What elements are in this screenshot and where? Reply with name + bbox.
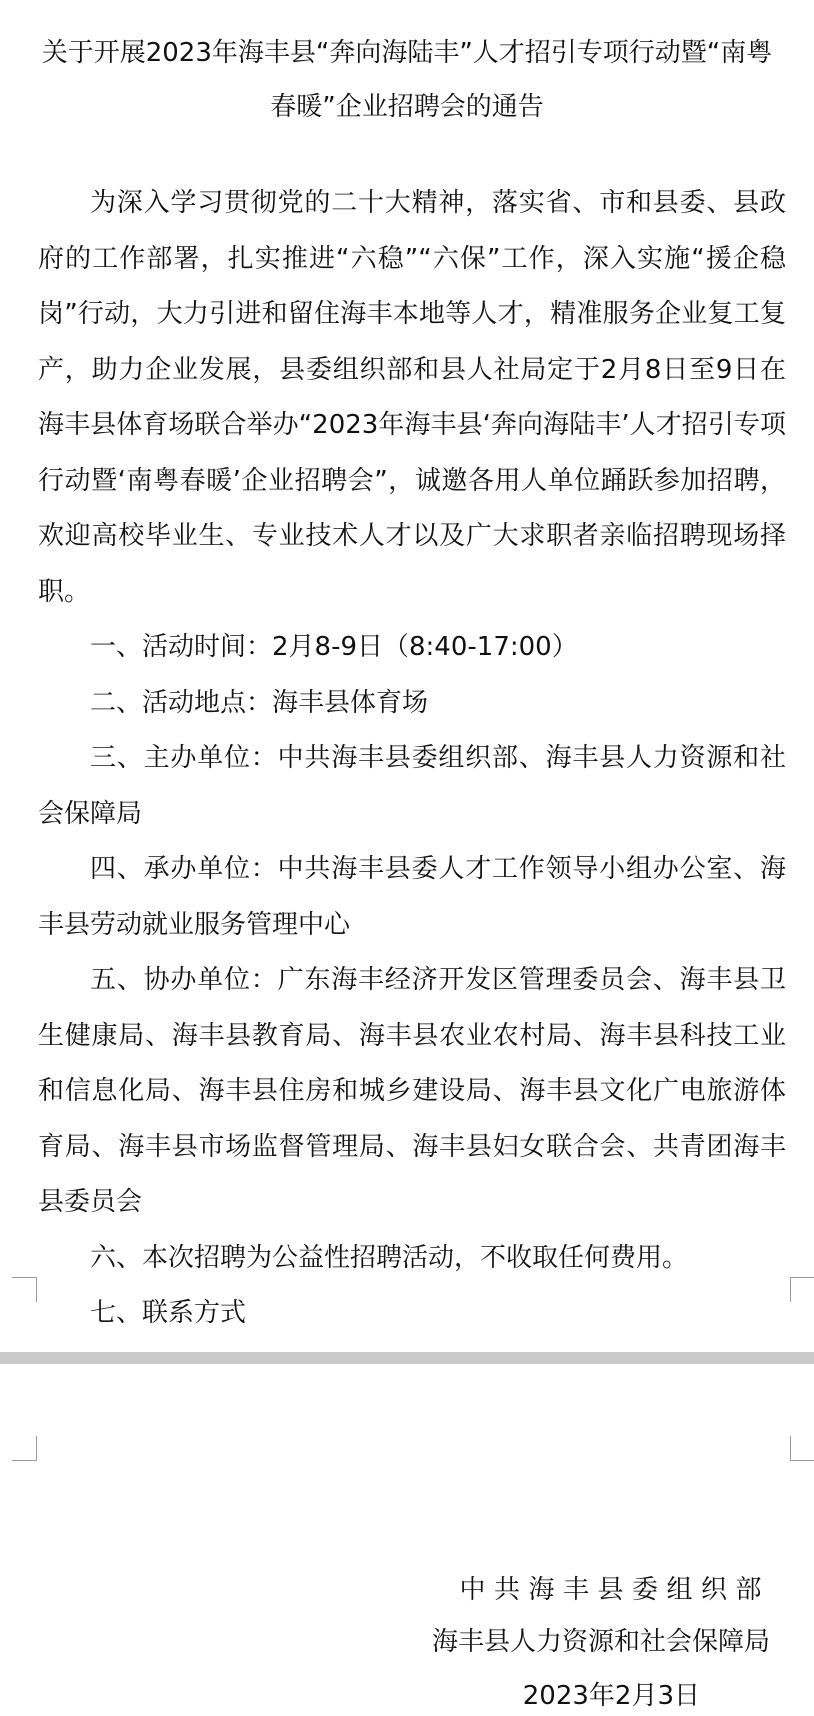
section-free-notice: 六、本次招聘为公益性招聘活动，不收取任何费用。 [90,1242,689,1273]
section-location: 二、活动地点：海丰县体育场 [90,687,429,718]
crop-mark-bottom-left [12,1277,37,1302]
section-contact-heading: 七、联系方式 [90,1298,247,1328]
intro-paragraph: 为深入学习贯彻党的二十大精神，落实省、市和县委、县政府的工作部署，扎实推进“六稳”“六保”工作，深入实施“援企稳岗”行动，大力引进和留住海丰本地等人才，精准服务企业复工复产，助力企业发展，县委组织部和县人社局定于2月8日至9日在海丰县体育场联合举办“2023年海丰县‘奔向海陆丰’人才招引专项行动暨‘南粤春暖’企业招聘会”，诚邀各用人单位踊跃参加招聘，欢迎高校毕业生、专业技术人才以及广大求职者亲临招聘现场择职。 [38,188,786,607]
signature-org-hr: 海丰县人力资源和社会保障局 [431,1627,770,1657]
signature-org-party: 中共海丰县委组织部 [459,1575,770,1605]
section-organizer: 三、主办单位：中共海丰县委组织部、海丰县人力资源和社会保障局 [38,743,786,829]
section-undertaker: 四、承办单位：中共海丰县委人才工作领导小组办公室、海丰县劳动就业服务管理中心 [38,854,786,940]
crop-mark-top-left [12,1436,37,1461]
page-separator [0,1352,814,1364]
document-body [38,176,786,1397]
document-page-2 [0,1364,814,1716]
section-co-organizer: 五、协办单位：广东海丰经济开发区管理委员会、海丰县卫生健康局、海丰县教育局、海丰县农业农村局、海丰县科技工业和信息化局、海丰县住房和城乡建设局、海丰县文化广电旅游体育局、海丰县市场监督管理局、海丰县妇女联合会、共青团海丰县委员会 [38,965,786,1217]
signature-date: 2023年2月3日 [522,1681,700,1711]
crop-mark-top-right [790,1436,814,1461]
crop-mark-bottom-right [790,1277,814,1302]
document-title: 关于开展2023年海丰县“奔向海陆丰”人才招引专项行动暨“南粤春暖”企业招聘会的通告 [41,38,773,122]
section-time: 一、活动时间：2月8-9日（8:40-17:00） [90,632,578,662]
